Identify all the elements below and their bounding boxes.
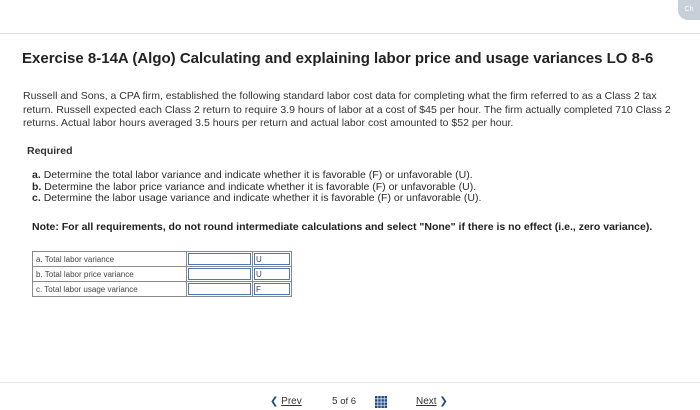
requirement-letter: c. <box>32 192 41 204</box>
requirement-text: Determine the total labor variance and indicate whether it is favorable (F) or unfavorable (U). <box>43 169 473 181</box>
row-label: c. Total labor usage variance <box>33 282 187 297</box>
labor-price-variance-input[interactable] <box>187 267 253 282</box>
next-label: Next <box>416 396 437 407</box>
total-pages: 6 <box>350 396 357 407</box>
labor-usage-variance-effect-select[interactable] <box>253 282 292 297</box>
grid-icon[interactable] <box>375 396 387 408</box>
input-border <box>188 268 251 280</box>
prev-button[interactable] <box>270 396 302 407</box>
table-row <box>33 252 292 267</box>
requirement-letter: b. <box>32 180 42 193</box>
row-label: a. Total labor variance <box>33 252 187 267</box>
requirements-list <box>32 170 481 205</box>
row-label: b. Total labor price variance <box>33 267 187 282</box>
effect-value: U <box>256 269 262 279</box>
header-divider <box>0 33 700 34</box>
input-border <box>188 253 251 265</box>
page-indicator <box>332 396 356 407</box>
footer-divider <box>0 382 700 383</box>
labor-price-variance-effect-select[interactable] <box>253 267 292 282</box>
effect-value: F <box>256 284 261 294</box>
effect-value: U <box>256 254 262 264</box>
table-row <box>33 267 292 282</box>
requirement-text: Determine the labor usage variance and indicate whether it is favorable (F) or unfavorable (U). <box>43 192 482 204</box>
chevron-right-icon: ❯ <box>439 396 448 407</box>
exercise-title: Exercise 8-14A (Algo) Calculating and explaining labor price and usage variances LO 8-6 <box>22 50 654 67</box>
answer-table <box>32 251 292 297</box>
current-page: 5 <box>332 396 338 407</box>
table-row <box>33 282 292 297</box>
required-heading: Required <box>27 145 73 157</box>
prev-label: Prev <box>281 396 302 407</box>
requirement-text: Determine the labor price variance and indicate whether it is favorable (F) or unfavorable (U). <box>44 180 477 193</box>
next-button[interactable] <box>416 396 448 407</box>
of-label: of <box>340 396 349 407</box>
exercise-description: Russell and Sons, a CPA firm, established the following standard labor cost data for completing what the firm referred to as a Class 2 tax return. Russell expected each Class 2 return to require 3.9 hours of labor at a cost of $45 per hour. The firm actually completed 710 Class 2 returns. Actual labor hours averaged 3.5 hours per return and actual labor cost amounted to $52 per hour. <box>23 90 671 129</box>
labor-usage-variance-input[interactable] <box>187 282 253 297</box>
total-labor-variance-effect-select[interactable] <box>253 252 292 267</box>
total-labor-variance-input[interactable] <box>187 252 253 267</box>
requirement-c <box>32 193 481 205</box>
chevron-left-icon: ❮ <box>270 396 279 407</box>
chapter-badge[interactable]: Ch <box>678 0 700 20</box>
requirement-letter: a. <box>32 169 41 181</box>
input-border <box>188 283 251 295</box>
instruction-note: Note: For all requirements, do not round intermediate calculations and select "None" if there is no effect (i.e., zero variance). <box>32 221 653 233</box>
